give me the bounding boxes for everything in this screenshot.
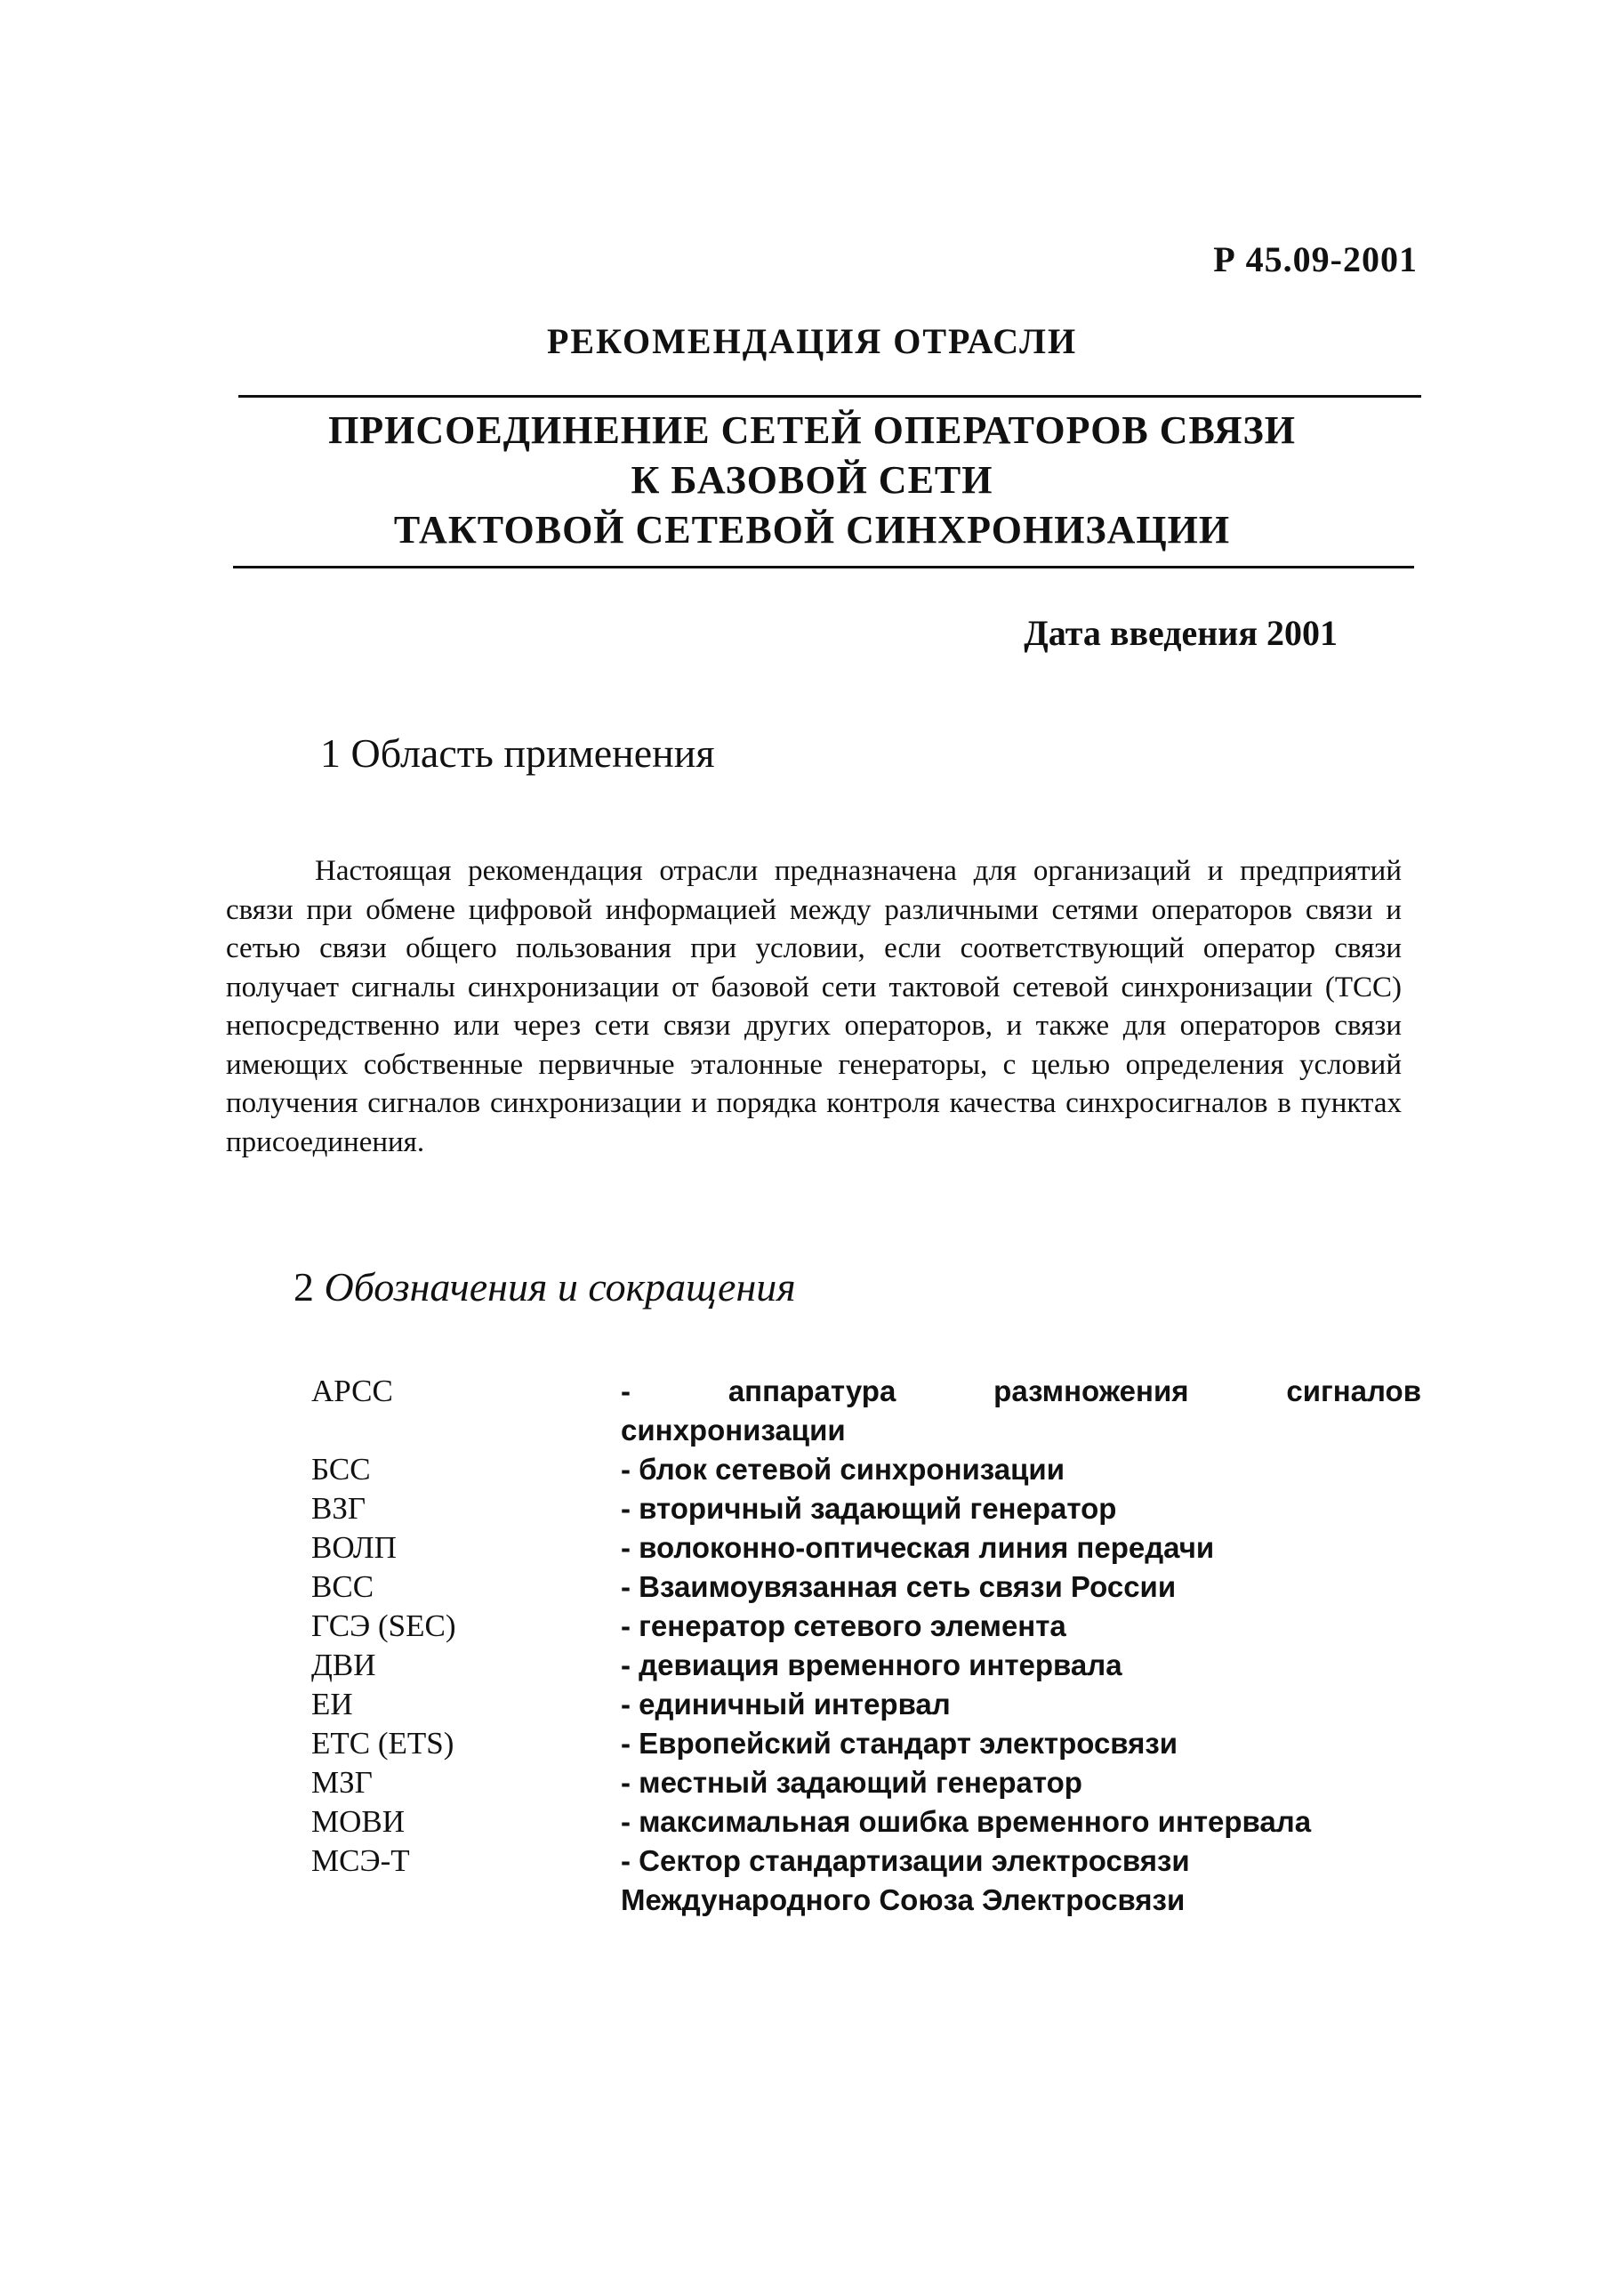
title-line: ТАКТОВОЙ СЕТЕВОЙ СИНХРОНИЗАЦИИ xyxy=(393,508,1231,552)
abbreviation-definition: - генератор сетевого элемента xyxy=(621,1609,1066,1642)
abbreviation-definition: - Европейский стандарт электросвязи xyxy=(621,1727,1178,1760)
title-line: К БАЗОВОЙ СЕТИ xyxy=(631,458,993,502)
abbreviation-definition: - максимальная ошибка временного интервала xyxy=(621,1805,1312,1838)
abbreviation-definition: - Взаимоувязанная сеть связи России xyxy=(621,1570,1177,1603)
abbreviation-definition: - блок сетевой синхронизации xyxy=(621,1453,1065,1486)
section-2-heading xyxy=(293,1263,796,1310)
abbreviation-row xyxy=(311,1528,1421,1568)
introduction-date: Дата введения 2001 xyxy=(1024,613,1338,653)
abbreviation-term: МСЭ-Т xyxy=(311,1843,410,1878)
abbreviation-term: ВОЛП xyxy=(311,1530,397,1565)
abbreviation-term: ДВИ xyxy=(311,1648,376,1682)
abbreviation-row xyxy=(311,1724,1421,1763)
abbreviation-row xyxy=(311,1568,1421,1607)
abbreviation-term: БСС xyxy=(311,1452,371,1487)
abbreviation-term: АРСС xyxy=(311,1374,393,1408)
abbreviation-definition: - аппаратура размножения сигналов xyxy=(621,1374,1421,1407)
abbreviation-term: ГСЭ (SEC) xyxy=(311,1608,456,1643)
section-1-paragraph: Настоящая рекомендация отрасли предназначена для организаций и предприятий связи при обмене цифровой информацией между различными сетями операторов связи и сетью связи общего пользования при условии, если соответствующий оператор связи получает сигналы синхронизации от базовой сети тактовой сетевой синхронизации (ТСС) непосредственно или через сети связи других операторов, и также для операторов связи имеющих собственные первичные эталонные генераторы, с целью определения условий получения сигналов синхронизации и порядка контроля качества синхросигналов в пунктах присоединения. xyxy=(226,855,1402,1158)
abbreviation-definition-continuation: Международного Союза Электросвязи xyxy=(621,1883,1186,1916)
document-code: Р 45.09-2001 xyxy=(1213,239,1418,279)
section-2-number: 2 xyxy=(293,1264,314,1310)
abbreviation-definition: - местный задающий генератор xyxy=(621,1766,1082,1799)
abbreviation-term: МОВИ xyxy=(311,1804,406,1839)
abbreviation-definition: - единичный интервал xyxy=(621,1688,951,1721)
title-rule-top xyxy=(238,395,1421,398)
title-line: ПРИСОЕДИНЕНИЕ СЕТЕЙ ОПЕРАТОРОВ СВЯЗИ xyxy=(328,408,1296,452)
abbreviation-row xyxy=(311,1372,1421,1411)
abbreviation-term: ЕИ xyxy=(311,1687,353,1721)
abbreviation-term: МЗГ xyxy=(311,1765,373,1800)
document-title xyxy=(0,406,1624,555)
abbreviation-row xyxy=(311,1450,1421,1489)
abbreviation-definition: - вторичный задающий генератор xyxy=(621,1492,1117,1525)
abbreviation-definition-continuation: синхронизации xyxy=(621,1414,846,1447)
abbreviation-definition: - девиация временного интервала xyxy=(621,1648,1122,1681)
abbreviation-term: ВСС xyxy=(311,1569,374,1604)
abbreviation-row xyxy=(311,1489,1421,1528)
abbreviations-list xyxy=(311,1372,1421,1920)
abbreviation-row xyxy=(311,1685,1421,1724)
abbreviation-row xyxy=(311,1802,1421,1842)
abbreviation-row xyxy=(311,1842,1421,1881)
section-1-heading: 1 Область применения xyxy=(320,730,715,776)
abbreviation-term: ЕТС (ETS) xyxy=(311,1726,454,1761)
section-2-title: Обозначения и сокращения xyxy=(324,1264,796,1310)
abbreviation-row xyxy=(311,1646,1421,1685)
abbreviation-definition: - Сектор стандартизации электросвязи xyxy=(621,1844,1190,1877)
title-rule-bottom xyxy=(233,566,1414,568)
abbreviation-term: ВЗГ xyxy=(311,1491,366,1526)
abbreviation-definition: - волоконно-оптическая линия передачи xyxy=(621,1531,1215,1564)
abbreviation-row xyxy=(311,1763,1421,1802)
recommendation-label: РЕКОМЕНДАЦИЯ ОТРАСЛИ xyxy=(546,321,1078,361)
abbreviation-row xyxy=(311,1607,1421,1646)
